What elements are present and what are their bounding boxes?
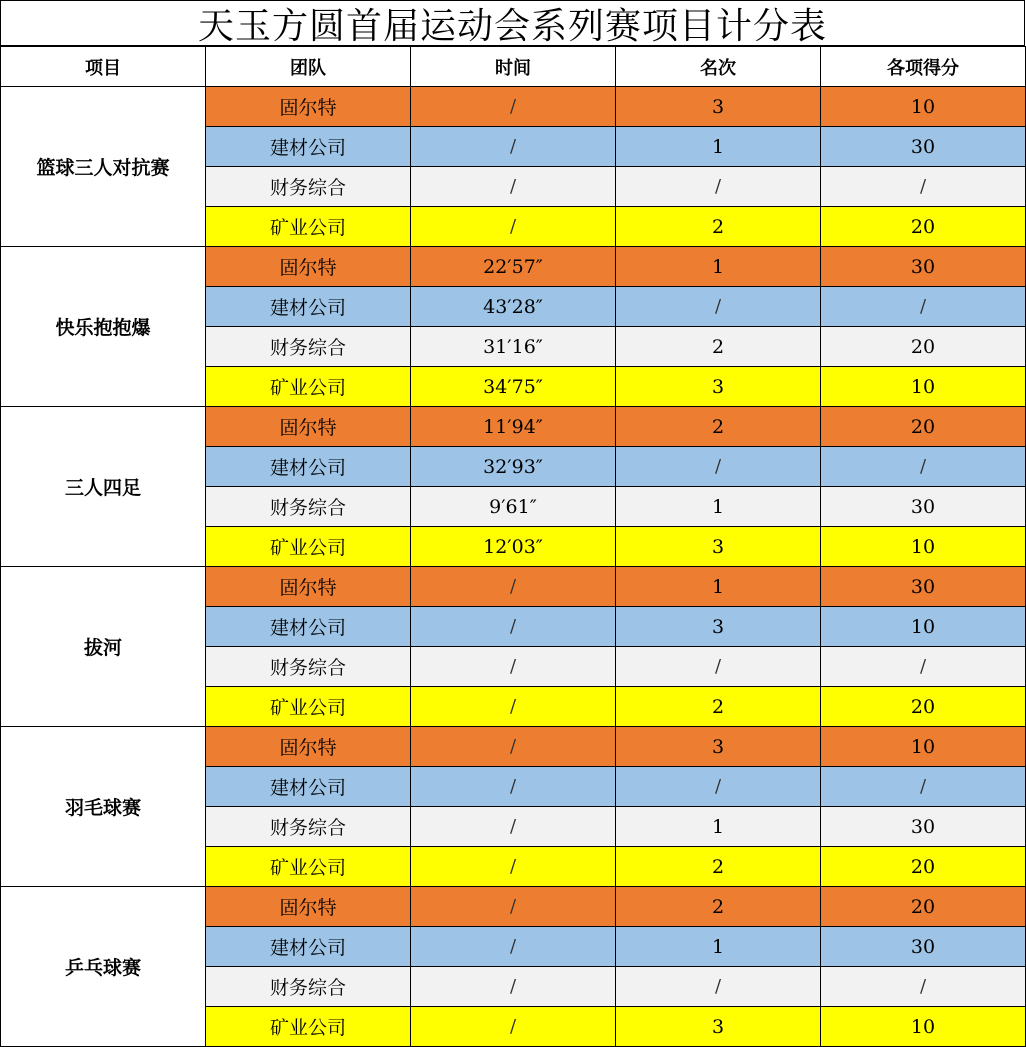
table-body: [1, 87, 1026, 1047]
table-row: [1, 407, 1026, 447]
rank-cell: 2: [616, 887, 821, 927]
team-cell: 建材公司: [206, 767, 411, 807]
table-row: [1, 727, 1026, 767]
time-cell: /: [411, 567, 616, 607]
score-cell: /: [821, 447, 1026, 487]
score-cell: 30: [821, 127, 1026, 167]
header-event: 项目: [1, 47, 206, 87]
team-cell: 建材公司: [206, 607, 411, 647]
team-cell: 财务综合: [206, 167, 411, 207]
rank-cell: /: [616, 967, 821, 1007]
time-cell: 43′28″: [411, 287, 616, 327]
score-cell: /: [821, 967, 1026, 1007]
team-cell: 矿业公司: [206, 847, 411, 887]
score-cell: 10: [821, 727, 1026, 767]
time-cell: /: [411, 807, 616, 847]
rank-cell: /: [616, 647, 821, 687]
score-cell: 20: [821, 207, 1026, 247]
score-cell: 10: [821, 367, 1026, 407]
rank-cell: 2: [616, 327, 821, 367]
time-cell: /: [411, 87, 616, 127]
time-cell: /: [411, 207, 616, 247]
rank-cell: 1: [616, 567, 821, 607]
score-cell: 10: [821, 87, 1026, 127]
rank-cell: 3: [616, 87, 821, 127]
time-cell: /: [411, 767, 616, 807]
rank-cell: 3: [616, 607, 821, 647]
score-cell: 30: [821, 567, 1026, 607]
table-row: [1, 247, 1026, 287]
rank-cell: 3: [616, 727, 821, 767]
team-cell: 矿业公司: [206, 687, 411, 727]
event-name-cell: 篮球三人对抗赛: [1, 87, 206, 247]
rank-cell: 2: [616, 207, 821, 247]
score-cell: 30: [821, 487, 1026, 527]
event-name-cell: 快乐抱抱爆: [1, 247, 206, 407]
time-cell: 31′16″: [411, 327, 616, 367]
time-cell: /: [411, 927, 616, 967]
team-cell: 财务综合: [206, 487, 411, 527]
time-cell: /: [411, 967, 616, 1007]
team-cell: 矿业公司: [206, 207, 411, 247]
time-cell: /: [411, 127, 616, 167]
rank-cell: 2: [616, 847, 821, 887]
score-cell: 10: [821, 1007, 1026, 1047]
time-cell: 11′94″: [411, 407, 616, 447]
team-cell: 建材公司: [206, 287, 411, 327]
time-cell: 32′93″: [411, 447, 616, 487]
team-cell: 固尔特: [206, 247, 411, 287]
team-cell: 建材公司: [206, 127, 411, 167]
score-cell: /: [821, 287, 1026, 327]
team-cell: 矿业公司: [206, 1007, 411, 1047]
time-cell: /: [411, 607, 616, 647]
time-cell: /: [411, 647, 616, 687]
header-score: 各项得分: [821, 47, 1026, 87]
rank-cell: 1: [616, 927, 821, 967]
score-cell: 10: [821, 607, 1026, 647]
score-cell: /: [821, 647, 1026, 687]
rank-cell: 3: [616, 1007, 821, 1047]
team-cell: 财务综合: [206, 647, 411, 687]
score-cell: 20: [821, 687, 1026, 727]
table-row: [1, 87, 1026, 127]
rank-cell: 1: [616, 247, 821, 287]
team-cell: 固尔特: [206, 407, 411, 447]
team-cell: 财务综合: [206, 327, 411, 367]
team-cell: 固尔特: [206, 87, 411, 127]
rank-cell: 3: [616, 527, 821, 567]
rank-cell: 1: [616, 807, 821, 847]
score-cell: 30: [821, 247, 1026, 287]
score-cell: /: [821, 767, 1026, 807]
team-cell: 矿业公司: [206, 527, 411, 567]
time-cell: 34′75″: [411, 367, 616, 407]
sheet-title: 天玉方圆首届运动会系列赛项目计分表: [0, 0, 1025, 46]
time-cell: /: [411, 1007, 616, 1047]
event-name-cell: 三人四足: [1, 407, 206, 567]
team-cell: 矿业公司: [206, 367, 411, 407]
time-cell: /: [411, 887, 616, 927]
event-name-cell: 羽毛球赛: [1, 727, 206, 887]
rank-cell: 2: [616, 687, 821, 727]
score-cell: 20: [821, 887, 1026, 927]
rank-cell: 3: [616, 367, 821, 407]
table-row: [1, 887, 1026, 927]
time-cell: /: [411, 847, 616, 887]
score-cell: /: [821, 167, 1026, 207]
team-cell: 财务综合: [206, 807, 411, 847]
time-cell: 22′57″: [411, 247, 616, 287]
team-cell: 固尔特: [206, 567, 411, 607]
time-cell: /: [411, 167, 616, 207]
score-cell: 20: [821, 327, 1026, 367]
time-cell: 9′61″: [411, 487, 616, 527]
score-cell: 30: [821, 807, 1026, 847]
time-cell: /: [411, 727, 616, 767]
score-cell: 20: [821, 847, 1026, 887]
event-name-cell: 乒乓球赛: [1, 887, 206, 1047]
rank-cell: 2: [616, 407, 821, 447]
time-cell: /: [411, 687, 616, 727]
team-cell: 财务综合: [206, 967, 411, 1007]
score-cell: 20: [821, 407, 1026, 447]
score-table: [0, 46, 1026, 1047]
header-time: 时间: [411, 47, 616, 87]
team-cell: 固尔特: [206, 887, 411, 927]
score-cell: 10: [821, 527, 1026, 567]
time-cell: 12′03″: [411, 527, 616, 567]
header-row: [1, 47, 1026, 87]
rank-cell: /: [616, 167, 821, 207]
team-cell: 固尔特: [206, 727, 411, 767]
event-name-cell: 拔河: [1, 567, 206, 727]
header-team: 团队: [206, 47, 411, 87]
rank-cell: /: [616, 447, 821, 487]
team-cell: 建材公司: [206, 447, 411, 487]
rank-cell: 1: [616, 487, 821, 527]
score-cell: 30: [821, 927, 1026, 967]
rank-cell: /: [616, 287, 821, 327]
team-cell: 建材公司: [206, 927, 411, 967]
rank-cell: 1: [616, 127, 821, 167]
header-rank: 名次: [616, 47, 821, 87]
table-row: [1, 567, 1026, 607]
rank-cell: /: [616, 767, 821, 807]
